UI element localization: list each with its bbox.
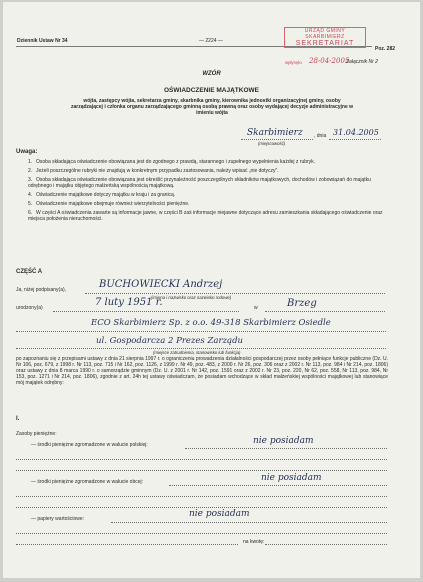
pln-funds-line — [185, 448, 387, 449]
place-caption: (miejscowość) — [258, 141, 286, 146]
blank-line — [16, 496, 387, 497]
template-label: WZÓR — [202, 71, 221, 77]
note-item: 3. Osoba składająca oświadczenie obowiązana jest określić przynależność poszczególnych składników majątkowych, dochodów i zobowiązań do majątku odrębnego i majątku objętego małżeńską wspólnością majątkową. — [28, 177, 371, 189]
declarant-name: BUCHOWIECKI Andrzej — [99, 279, 223, 290]
amount-line — [265, 544, 387, 545]
foreign-funds-value: nie posiadam — [261, 473, 322, 483]
date-label: , dnia — [314, 133, 327, 139]
place-value: Skarbimierz — [247, 128, 303, 138]
date-line — [329, 139, 381, 140]
stamp-office: URZĄD GMINY SKARBIMIERZ — [304, 28, 346, 40]
blank-line — [16, 507, 387, 508]
birth-place: Brzeg — [287, 298, 317, 309]
place-line — [241, 139, 313, 140]
blank-line — [16, 459, 387, 460]
document-page — [3, 2, 420, 578]
note-item: 2. Jeżeli poszczególne rubryki nie znajdują w konkretnym przypadku zastosowania, należy wpisać „nie dotyczy”. — [28, 168, 279, 174]
section-one-heading: I. — [16, 416, 20, 422]
received-date: 28-04-2005 — [309, 57, 350, 65]
employer-line-2: ul. Gospodarcza 2 Prezes Zarządu — [96, 336, 243, 346]
document-title: OŚWIADCZENIE MAJĄTKOWE — [164, 87, 259, 94]
cash-resources-label: Zasoby pieniężne: — [16, 431, 57, 437]
name-caption: (imiona i nazwisko oraz nazwisko rodowe) — [151, 295, 232, 300]
employer-line-2-rule — [16, 348, 386, 349]
pln-funds-label: — środki pieniężne zgromadzone w walucie polskiej: — [31, 442, 148, 448]
declarant-label: Ja, niżej podpisany(a), — [16, 287, 67, 293]
note-item: 4. Oświadczenie majątkowe dotyczy majątku w kraju i za granicą. — [28, 192, 176, 198]
note-item: 6. W części A oświadczenia zawarte są informacje jawne, w części B zaś informacje niejawne dotyczące adresu zamieszkania składającego oświadczenie oraz miejsca położenia nieruchomości. — [28, 210, 383, 222]
position-number: Poz. 282 — [375, 46, 396, 52]
birth-date-line — [53, 311, 239, 312]
note-text: W części A oświadczenia zawarte są informacje jawne, w części B zaś informacje niejawne dotyczące adresu zamieszkania składającego oświadczenie oraz miejsca położenia nieruchomości. — [28, 210, 383, 222]
pln-funds-value: nie posiadam — [253, 436, 314, 446]
appendix-label: Załącznik Nr 2 — [346, 59, 378, 65]
note-item: 5. Oświadczenie majątkowe obejmuje również wierzytelności pieniężne. — [28, 201, 190, 207]
note-item: 1. Osoba składająca oświadczenie obowiązana jest do zgodnego z prawdą, starannego i zupełnego wypełnienia każdej z rubryk. — [28, 159, 316, 165]
notes-list — [28, 159, 391, 225]
birth-place-line — [265, 311, 385, 312]
employer-line-1-rule — [16, 331, 386, 332]
document-subtitle: wójta, zastępcy wójta, sekretarza gminy, skarbnika gminy, kierownika jednostki organizacyjnej gminy, osoby zarządzającej i członka organu zarządzającego gminną osobą prawną oraz osoby wydającej decyzje administracyjne w imieniu wójta — [70, 98, 354, 116]
registry-stamp — [284, 27, 366, 48]
securities-label: — papiery wartościowe: — [31, 516, 85, 522]
amount-line-left — [16, 544, 238, 545]
part-a-heading: CZĘŚĆ A — [16, 269, 43, 275]
employer-line-1: ECO Skarbimierz Sp. z o.o. 49-318 Skarbimierz Osiedle — [91, 318, 331, 328]
note-text: Jeżeli poszczególne rubryki nie znajdują w konkretnym przypadku zastosowania, należy wpisać „nie dotyczy”. — [36, 168, 279, 174]
journal-title: Dziennik Ustaw Nr 34 — [17, 38, 68, 44]
born-in-label: w — [254, 305, 258, 311]
date-value: 31.04.2005 — [333, 128, 379, 137]
securities-value: nie posiadam — [189, 509, 250, 519]
birth-date: 7 luty 1951 r. — [95, 297, 163, 308]
legal-basis-text: po zapoznaniu się z przepisami ustawy z dnia 21 sierpnia 1997 r. o ograniczeniu prowadzenia działalności gospodarczej przez osoby pełniące funkcje publiczne (Dz. U. Nr 106, poz. 679, z 1998 r. Nr 113, poz. 715 i Nr 162, poz. 1126, z 1999 r. Nr 49, poz. 483, z 2000 r. Nr 26, poz. 306 oraz z 2002 r. Nr 113, poz. 984 i Nr 214, poz. 1806) oraz ustawy z dnia 8 marca 1990 r. o samorządzie gminnym (Dz. U. z 2001 r. Nr 142, poz. 1591 oraz z 2002 r. Nr 23, poz. 220, Nr 62, poz. 558, Nr 113, poz. 984, Nr 153, poz. 1271 i Nr 214, poz. 1806), zgodnie z art. 24h tej ustawy oświadczam, że posiadam wchodzące w skład małżeńskiej wspólności majątkowej lub stanowiące mój majątek odrębny: — [16, 356, 388, 386]
received-label: wpłynęło — [285, 60, 302, 65]
employer-caption: (miejsce zatrudnienia, stanowisko lub funkcja) — [153, 350, 241, 355]
note-text: Osoba składająca oświadczenie obowiązana jest do zgodnego z prawdą, starannego i zupełnego wypełnienia każdej z rubryk. — [36, 159, 316, 165]
foreign-funds-line — [169, 485, 387, 486]
note-text: Osoba składająca oświadczenie obowiązana jest określić przynależność poszczególnych składników majątkowych, dochodów i zobowiązań do majątku odrębnego i majątku objętego małżeńską wspólnością majątkową. — [28, 177, 371, 189]
amount-label: na kwotę: — [243, 539, 265, 545]
blank-line — [16, 470, 387, 471]
securities-line — [111, 522, 387, 523]
born-label: urodzony(a) — [16, 305, 43, 311]
note-text: Oświadczenie majątkowe obejmuje również wierzytelności pieniężne. — [36, 201, 190, 207]
foreign-funds-label: — środki pieniężne zgromadzone w walucie obcej: — [31, 479, 144, 485]
stamp-department: SEKRETARIAT — [295, 40, 355, 47]
note-text: Oświadczenie majątkowe dotyczy majątku w kraju i za granicą. — [36, 192, 176, 198]
blank-line — [16, 533, 387, 534]
page-number: — 2224 — — [199, 38, 223, 44]
name-line — [85, 293, 385, 294]
uwaga-heading: Uwaga: — [16, 149, 38, 155]
